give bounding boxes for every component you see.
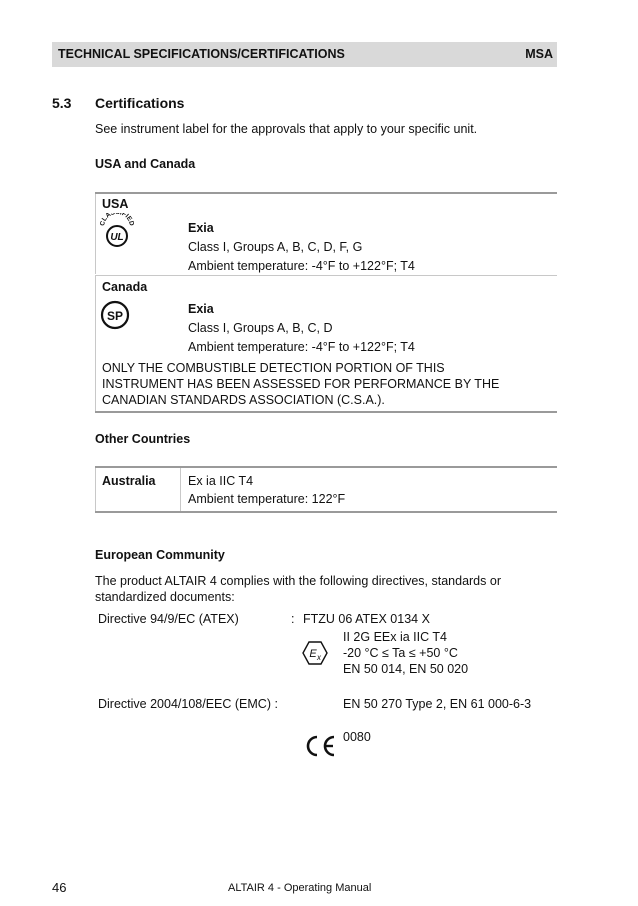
atex-line-3: -20 °C ≤ Ta ≤ +50 °C: [343, 646, 458, 660]
table-top-rule: [95, 192, 557, 194]
canada-line-3: Ambient temperature: -4°F to +122°F; T4: [188, 340, 415, 354]
eu-heading: European Community: [95, 548, 225, 562]
svg-text:UL: UL: [110, 232, 124, 243]
australia-label: Australia: [102, 474, 156, 488]
svg-text:E: E: [309, 648, 317, 660]
eu-intro-line-2: standardized documents:: [95, 590, 235, 604]
eu-intro-line-1: The product ALTAIR 4 complies with the following directives, standards or: [95, 574, 501, 588]
header-title: TECHNICAL SPECIFICATIONS/CERTIFICATIONS: [58, 47, 345, 61]
atex-line-1: FTZU 06 ATEX 0134 X: [303, 612, 430, 626]
usa-line-2: Class I, Groups A, B, C, D, F, G: [188, 240, 363, 254]
ce-mark-icon: [303, 734, 337, 758]
canada-line-2: Class I, Groups A, B, C, D: [188, 321, 333, 335]
ex-hexagon-icon: [302, 640, 328, 666]
page-header: [52, 42, 557, 67]
atex-line-2: II 2G EEx ia IIC T4: [343, 630, 447, 644]
csa-note-line-2: INSTRUMENT HAS BEEN ASSESSED FOR PERFORMANCE BY THE: [102, 377, 500, 391]
section-title: Certifications: [95, 95, 185, 111]
australia-left-border: [95, 468, 96, 512]
svg-text:x: x: [317, 653, 321, 662]
australia-bottom-rule: [95, 511, 557, 513]
usa-canada-heading: USA and Canada: [95, 157, 196, 171]
atex-line-4: EN 50 014, EN 50 020: [343, 662, 469, 676]
csa-note-line-3: CANADIAN STANDARDS ASSOCIATION (C.S.A.).: [102, 393, 385, 407]
csa-note-line-1: ONLY THE COMBUSTIBLE DETECTION PORTION OF THIS: [102, 361, 445, 375]
canada-label: Canada: [102, 280, 148, 294]
atex-directive: Directive 94/9/EC (ATEX): [98, 612, 239, 626]
footer-manual: ALTAIR 4 - Operating Manual: [228, 882, 372, 894]
svg-text:SP: SP: [106, 309, 124, 323]
australia-line-2: Ambient temperature: 122°F: [188, 492, 346, 506]
svg-text:CLASSIFIED: CLAS IFIED: [99, 213, 135, 227]
canada-line-1: Exia: [188, 302, 214, 316]
usa-line-1: Exia: [188, 221, 214, 235]
australia-top-rule: [95, 466, 557, 468]
table-left-border-2: [95, 276, 96, 412]
table-left-border: [95, 194, 96, 274]
emc-directive: Directive 2004/108/EEC (EMC) :: [98, 697, 278, 711]
row-divider: [95, 275, 557, 276]
usa-label: USA: [102, 197, 129, 211]
ce-number: 0080: [343, 730, 371, 744]
ul-classified-logo: [99, 213, 135, 249]
page-number: 46: [52, 880, 67, 895]
atex-colon: :: [291, 612, 295, 626]
table-bottom-rule: [95, 411, 557, 413]
australia-col-border: [180, 468, 181, 512]
usa-line-3: Ambient temperature: -4°F to +122°F; T4: [188, 259, 415, 273]
csa-logo: [100, 300, 130, 330]
section-intro: See instrument label for the approvals that apply to your specific unit.: [95, 122, 478, 136]
emc-value: EN 50 270 Type 2, EN 61 000-6-3: [343, 697, 532, 711]
other-countries-heading: Other Countries: [95, 432, 191, 446]
section-number: 5.3: [52, 95, 72, 111]
australia-line-1: Ex ia IIC T4: [188, 474, 254, 488]
header-brand: MSA: [525, 47, 553, 61]
